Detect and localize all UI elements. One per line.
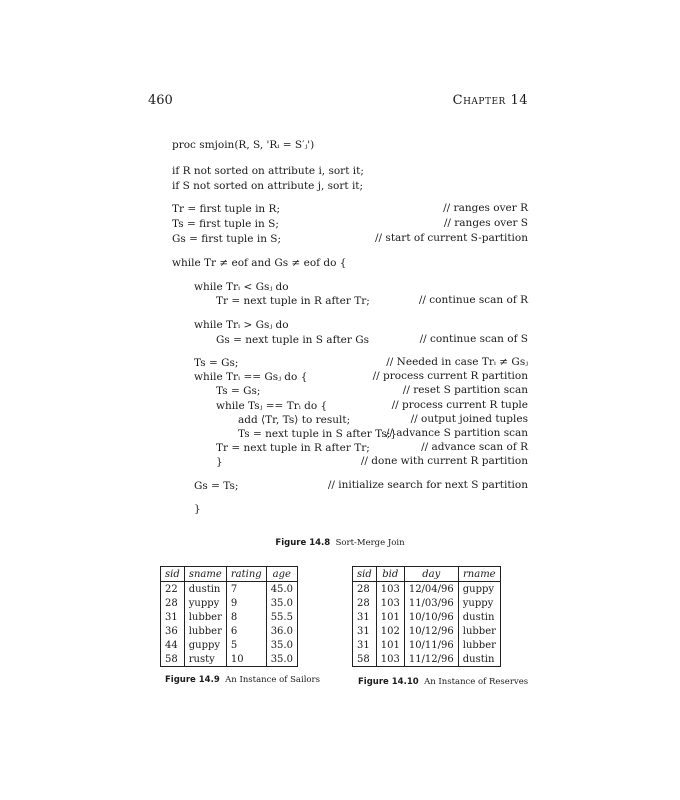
page-number: 460 bbox=[148, 93, 173, 108]
table-cell: 22 bbox=[161, 582, 185, 597]
table-cell: 36.0 bbox=[266, 624, 297, 638]
table-cell: 11/12/96 bbox=[404, 652, 458, 667]
chapter-title: Chapter 14 bbox=[452, 93, 528, 108]
code-comment: // done with current R partition bbox=[360, 455, 528, 467]
code-comment: // initialize search for next S partition bbox=[327, 479, 528, 491]
table-cell: 35.0 bbox=[266, 596, 297, 610]
table-cell: dustin bbox=[458, 652, 500, 667]
table-cell: lubber bbox=[458, 638, 500, 652]
table-row bbox=[161, 596, 298, 610]
table-header-row bbox=[161, 567, 298, 582]
column-header: age bbox=[266, 567, 297, 582]
code-line: Gs = first tuple in S; bbox=[172, 233, 282, 245]
code-line: Tr = next tuple in R after Tr; bbox=[216, 442, 370, 454]
table-cell: 31 bbox=[353, 638, 377, 652]
code-line: } bbox=[216, 456, 223, 468]
table-cell: 9 bbox=[226, 596, 266, 610]
table-row bbox=[353, 582, 501, 597]
table-cell: 58 bbox=[161, 652, 185, 667]
table-cell: guppy bbox=[184, 638, 226, 652]
sailors-table bbox=[160, 566, 298, 667]
table-cell: 6 bbox=[226, 624, 266, 638]
table-cell: yuppy bbox=[458, 596, 500, 610]
code-comment: // ranges over S bbox=[443, 217, 528, 229]
sort-r-line: if R not sorted on attribute i, sort it; bbox=[172, 165, 364, 177]
table-cell: 28 bbox=[353, 582, 377, 597]
column-header: day bbox=[404, 567, 458, 582]
table-row bbox=[353, 596, 501, 610]
table-header-row bbox=[353, 567, 501, 582]
table-cell: yuppy bbox=[184, 596, 226, 610]
code-line: while Trᵢ > Gsⱼ do bbox=[194, 319, 289, 331]
code-comment: // start of current S-partition bbox=[375, 232, 528, 244]
column-header: rating bbox=[226, 567, 266, 582]
table-cell: lubber bbox=[184, 610, 226, 624]
table-cell: 10 bbox=[226, 652, 266, 667]
code-line: Gs = Ts; bbox=[194, 480, 239, 492]
table-cell: 31 bbox=[353, 624, 377, 638]
table-cell: 5 bbox=[226, 638, 266, 652]
code-line: Ts = Gs; bbox=[216, 385, 261, 397]
table-cell: 36 bbox=[161, 624, 185, 638]
column-header: sname bbox=[184, 567, 226, 582]
figure-label: Figure 14.8 bbox=[275, 538, 331, 548]
code-line: while Trᵢ < Gsⱼ do bbox=[194, 281, 289, 293]
reserves-caption bbox=[358, 677, 528, 687]
table-row bbox=[353, 638, 501, 652]
table-cell: 103 bbox=[376, 652, 404, 667]
code-comment: // continue scan of R bbox=[418, 294, 528, 306]
sort-s-line: if S not sorted on attribute j, sort it; bbox=[172, 180, 364, 192]
code-line: Tr = next tuple in R after Tr; bbox=[216, 295, 370, 307]
table-row bbox=[161, 624, 298, 638]
proc-signature: proc smjoin(R, S, 'Rᵢ = S′ⱼ') bbox=[172, 139, 315, 151]
reserves-table bbox=[352, 566, 501, 667]
column-header: rname bbox=[458, 567, 500, 582]
table-cell: 10/11/96 bbox=[404, 638, 458, 652]
code-line: Ts = first tuple in S; bbox=[172, 218, 279, 230]
code-comment: // process current R partition bbox=[372, 370, 528, 382]
code-line: } bbox=[194, 503, 201, 515]
table-cell: 8 bbox=[226, 610, 266, 624]
code-line: Tr = first tuple in R; bbox=[172, 203, 280, 215]
table-cell: lubber bbox=[458, 624, 500, 638]
code-comment: // Needed in case Trᵢ ≠ Gsⱼ bbox=[386, 356, 528, 368]
column-header: sid bbox=[353, 567, 377, 582]
table-cell: 12/04/96 bbox=[404, 582, 458, 597]
table-cell: 103 bbox=[376, 596, 404, 610]
figure-title: Sort-Merge Join bbox=[335, 538, 405, 548]
table-cell: dustin bbox=[458, 610, 500, 624]
code-line: add ⟨Tr, Ts⟩ to result; bbox=[238, 414, 351, 426]
figure-label: Figure 14.9 bbox=[165, 675, 220, 685]
table-cell: lubber bbox=[184, 624, 226, 638]
table-row bbox=[161, 582, 298, 597]
figure-label: Figure 14.10 bbox=[358, 677, 419, 687]
table-cell: 44 bbox=[161, 638, 185, 652]
table-row bbox=[161, 652, 298, 667]
table-cell: 10/12/96 bbox=[404, 624, 458, 638]
table-cell: 103 bbox=[376, 582, 404, 597]
column-header: sid bbox=[161, 567, 185, 582]
figure-caption-main bbox=[0, 538, 680, 548]
table-cell: dustin bbox=[184, 582, 226, 597]
table-row bbox=[353, 652, 501, 667]
table-cell: 102 bbox=[376, 624, 404, 638]
code-comment: // reset S partition scan bbox=[402, 384, 528, 396]
table-row bbox=[161, 610, 298, 624]
table-cell: 58 bbox=[353, 652, 377, 667]
table-cell: guppy bbox=[458, 582, 500, 597]
code-comment: // ranges over R bbox=[443, 202, 528, 214]
code-line: while Trᵢ == Gsⱼ do { bbox=[194, 371, 308, 383]
sailors-caption bbox=[165, 675, 320, 685]
table-cell: 10/10/96 bbox=[404, 610, 458, 624]
code-comment: // advance S partition scan bbox=[385, 427, 528, 439]
table-cell: 45.0 bbox=[266, 582, 297, 597]
table-cell: 28 bbox=[353, 596, 377, 610]
table-cell: 35.0 bbox=[266, 638, 297, 652]
code-comment: // advance scan of R bbox=[421, 441, 528, 453]
figure-title: An Instance of Sailors bbox=[225, 675, 320, 685]
code-line: Gs = next tuple in S after Gs bbox=[216, 334, 370, 346]
table-cell: 55.5 bbox=[266, 610, 297, 624]
table-cell: 101 bbox=[376, 610, 404, 624]
table-cell: 11/03/96 bbox=[404, 596, 458, 610]
column-header: bid bbox=[376, 567, 404, 582]
code-line: Ts = next tuple in S after Ts;} bbox=[238, 428, 397, 440]
code-line: while Tsⱼ == Trᵢ do { bbox=[216, 400, 328, 412]
table-cell: 28 bbox=[161, 596, 185, 610]
code-line: Ts = Gs; bbox=[194, 357, 239, 369]
table-cell: 7 bbox=[226, 582, 266, 597]
table-cell: 31 bbox=[353, 610, 377, 624]
code-comment: // continue scan of S bbox=[419, 333, 528, 345]
table-cell: 31 bbox=[161, 610, 185, 624]
table-row bbox=[161, 638, 298, 652]
figure-title: An Instance of Reserves bbox=[424, 677, 529, 687]
code-comment: // output joined tuples bbox=[410, 413, 528, 425]
table-cell: 101 bbox=[376, 638, 404, 652]
table-row bbox=[353, 624, 501, 638]
table-cell: rusty bbox=[184, 652, 226, 667]
table-row bbox=[353, 610, 501, 624]
code-line: while Tr ≠ eof and Gs ≠ eof do { bbox=[172, 257, 347, 269]
code-comment: // process current R tuple bbox=[391, 399, 528, 411]
table-cell: 35.0 bbox=[266, 652, 297, 667]
